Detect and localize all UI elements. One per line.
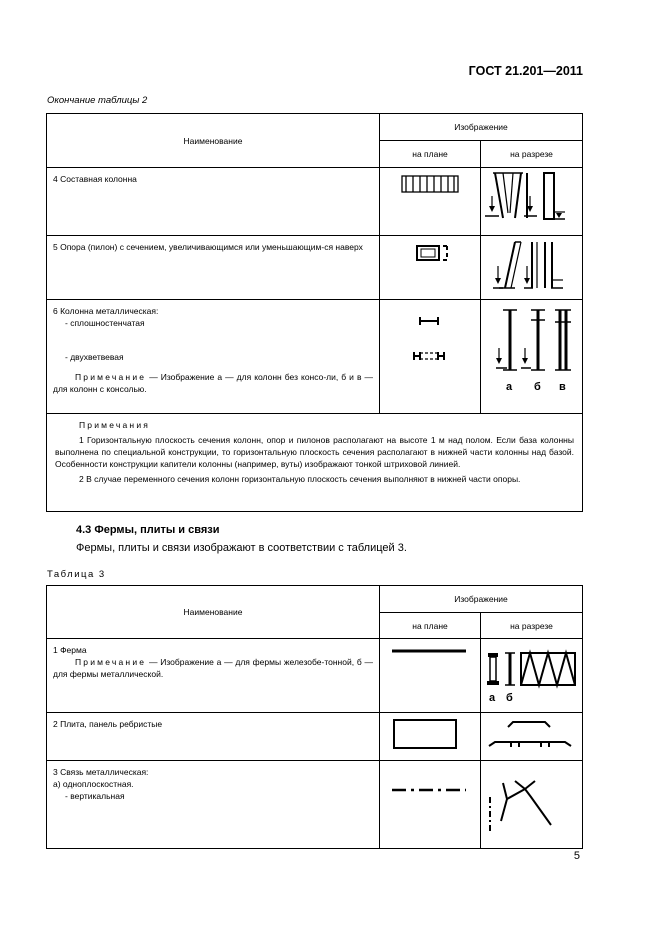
col-header-image: Изображение (380, 586, 583, 613)
row-name: 1 Ферма (53, 645, 87, 655)
document-code: ГОСТ 21.201—2011 (468, 64, 583, 78)
row-note (53, 656, 373, 680)
plan-image-truss (380, 639, 481, 713)
note-text: — Изображение а — для колонн без консо-ли, б и в — для колонн с консолью. (53, 372, 373, 394)
label-a: а (489, 692, 496, 704)
section-intro: Фермы, плиты и связи изображают в соответствии с таблицей 3. (76, 542, 407, 554)
plan-image-bracing (380, 761, 481, 849)
plan-image-metal-column (380, 300, 481, 414)
row-note (53, 371, 373, 395)
table-row (47, 639, 583, 713)
pylon-section-symbol (481, 236, 582, 296)
row-subitem: - вертикальная (65, 791, 125, 801)
plan-image-pylon (380, 236, 481, 300)
col-header-section: на разрезе (481, 613, 583, 639)
table-row (47, 300, 583, 414)
table3-caption: Таблица 3 (47, 569, 106, 580)
slab-section-symbol (481, 713, 582, 757)
label-b: б (534, 381, 541, 393)
notes-row (47, 414, 583, 512)
pylon-plan-symbol (380, 236, 480, 296)
col-header-section: на разрезе (481, 141, 583, 168)
col-header-image: Изображение (380, 114, 583, 141)
metal-column-plan-symbols (380, 300, 480, 410)
section-image-metal-column (481, 300, 583, 414)
note-label: Примечание (75, 372, 147, 382)
row-name: 4 Составная колонна (53, 174, 137, 184)
section-title: 4.3 Фермы, плиты и связи (76, 524, 220, 536)
label-b: б (506, 692, 513, 704)
truss-section-symbols (481, 639, 582, 709)
slab-plan-symbol (380, 713, 480, 757)
table-row (47, 168, 583, 236)
row-subitem: - сплошностенчатая (65, 318, 145, 328)
metal-column-section-symbols (481, 300, 582, 410)
col-header-name: Наименование (47, 586, 380, 639)
note-2: 2 В случае переменного сечения колонн горизонтальную плоскость сечения выполняют в нижней части опоры. (79, 474, 521, 484)
label-a: а (506, 381, 513, 393)
label-v: в (559, 381, 566, 393)
col-header-plan: на плане (380, 141, 481, 168)
notes-title: Примечания (79, 420, 151, 430)
table-row (47, 713, 583, 761)
col-header-name: Наименование (47, 114, 380, 168)
row-subitem: а) одноплоскостная. (53, 779, 134, 789)
plan-image-slab (380, 713, 481, 761)
section-image-slab (481, 713, 583, 761)
bracing-plan-symbol (380, 761, 480, 845)
note-1: 1 Горизонтальную плоскость сечения колонн, опор и пилонов располагают на высоте 1 м над полом. Если база колонны выполнена по специальной конструкции, то горизонтальную плоскость сечения располагают в нижней части колонны над базой. Особенности конструкции капители колонны (например, вуты) изображают тонкой штриховой линией. (55, 435, 574, 469)
section-image-bracing (481, 761, 583, 849)
bracing-section-symbol (481, 761, 582, 845)
note-text: — Изображение а — для фермы железобе-тонной, б — для фермы металлической. (53, 657, 373, 679)
table-3 (46, 585, 583, 849)
table-row (47, 236, 583, 300)
row-name: 5 Опора (пилон) с сечением, увеличивающимся или уменьшающим-ся наверх (53, 242, 363, 252)
row-name: 6 Колонна металлическая: (53, 306, 159, 316)
section-image-composite-column (481, 168, 583, 236)
section-image-pylon (481, 236, 583, 300)
section-image-truss (481, 639, 583, 713)
row-name: 2 Плита, панель ребристые (53, 719, 163, 729)
composite-column-plan-symbol (380, 168, 480, 232)
truss-plan-symbol (380, 639, 480, 709)
page-number: 5 (573, 850, 580, 862)
row-subitem: - двухветвевая (65, 352, 124, 362)
table-row (47, 761, 583, 849)
row-name: 3 Связь металлическая: (53, 767, 149, 777)
plan-image-composite-column (380, 168, 481, 236)
table2-caption: Окончание таблицы 2 (47, 95, 148, 106)
composite-column-section-symbol (481, 168, 582, 232)
col-header-plan: на плане (380, 613, 481, 639)
note-label: Примечание (75, 657, 147, 667)
table-2 (46, 113, 583, 512)
